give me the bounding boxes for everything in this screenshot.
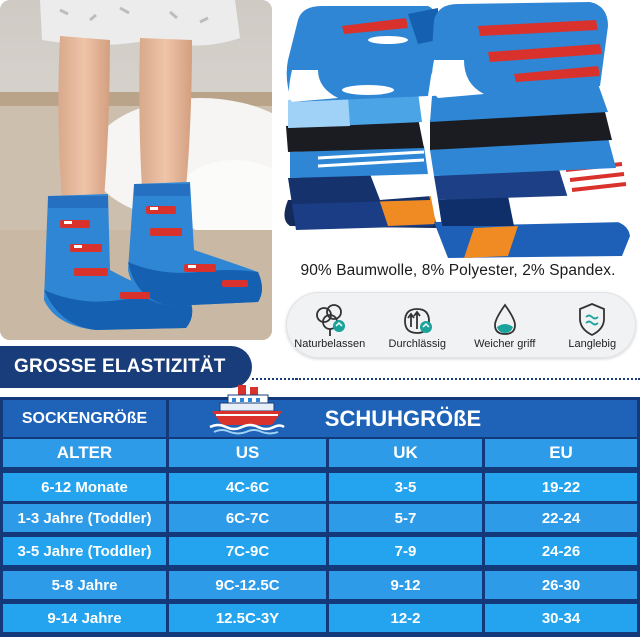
column-header-age: ALTER	[3, 439, 166, 467]
column-header-eu: EU	[485, 439, 637, 467]
table-cell: 3-5	[329, 473, 482, 501]
table-cell: 22-24	[485, 504, 637, 532]
dotted-divider-right	[292, 378, 640, 380]
table-cell: 3-5 Jahre (Toddler)	[3, 537, 166, 565]
feature-breathable-label: Durchlässig	[388, 337, 446, 350]
shoe-size-header: SCHUHGRÖßE	[169, 400, 637, 437]
table-cell: 12-2	[329, 604, 482, 632]
table-cell: 5-8 Jahre	[3, 571, 166, 599]
table-cell: 6C-7C	[169, 504, 326, 532]
cotton-flower-icon	[310, 301, 350, 337]
feature-soft-label: Weicher griff	[474, 337, 536, 350]
table-cell: 4C-6C	[169, 473, 326, 501]
table-cell: 30-34	[485, 604, 637, 632]
elasticity-banner: GROSSE ELASTIZITÄT	[0, 346, 252, 388]
table-cell: 9C-12.5C	[169, 571, 326, 599]
child-wearing-socks-image	[0, 0, 272, 340]
shield-icon	[572, 301, 612, 337]
left-sock-bundle	[284, 6, 438, 230]
table-cell: 12.5C-3Y	[169, 604, 326, 632]
feature-bar	[286, 292, 636, 358]
feature-natural	[290, 301, 370, 350]
table-cell: 5-7	[329, 504, 482, 532]
size-table	[0, 397, 640, 637]
table-cell: 6-12 Monate	[3, 473, 166, 501]
table-cell: 7-9	[329, 537, 482, 565]
table-cell: 1-3 Jahre (Toddler)	[3, 504, 166, 532]
sock-size-header: SOCKENGRÖßE	[3, 400, 166, 437]
product-photo	[0, 0, 272, 340]
water-drop-icon	[485, 301, 525, 337]
table-cell: 24-26	[485, 537, 637, 565]
sock-stack-image	[278, 0, 640, 262]
table-cell: 9-12	[329, 571, 482, 599]
column-header-uk: UK	[329, 439, 482, 467]
table-cell: 19-22	[485, 473, 637, 501]
table-cell: 9-14 Jahre	[3, 604, 166, 632]
feature-durable	[552, 301, 632, 350]
material-composition: 90% Baumwolle, 8% Polyester, 2% Spandex.	[300, 262, 616, 279]
feature-breathable	[377, 301, 457, 350]
feature-durable-label: Langlebig	[568, 337, 617, 350]
breathable-arrows-icon	[397, 301, 437, 337]
right-sock-bundle	[430, 2, 630, 258]
table-cell: 26-30	[485, 571, 637, 599]
column-header-us: US	[169, 439, 326, 467]
table-cell: 7C-9C	[169, 537, 326, 565]
feature-soft	[465, 301, 545, 350]
ship-icon	[208, 383, 286, 435]
feature-natural-label: Naturbelassen	[294, 337, 366, 350]
